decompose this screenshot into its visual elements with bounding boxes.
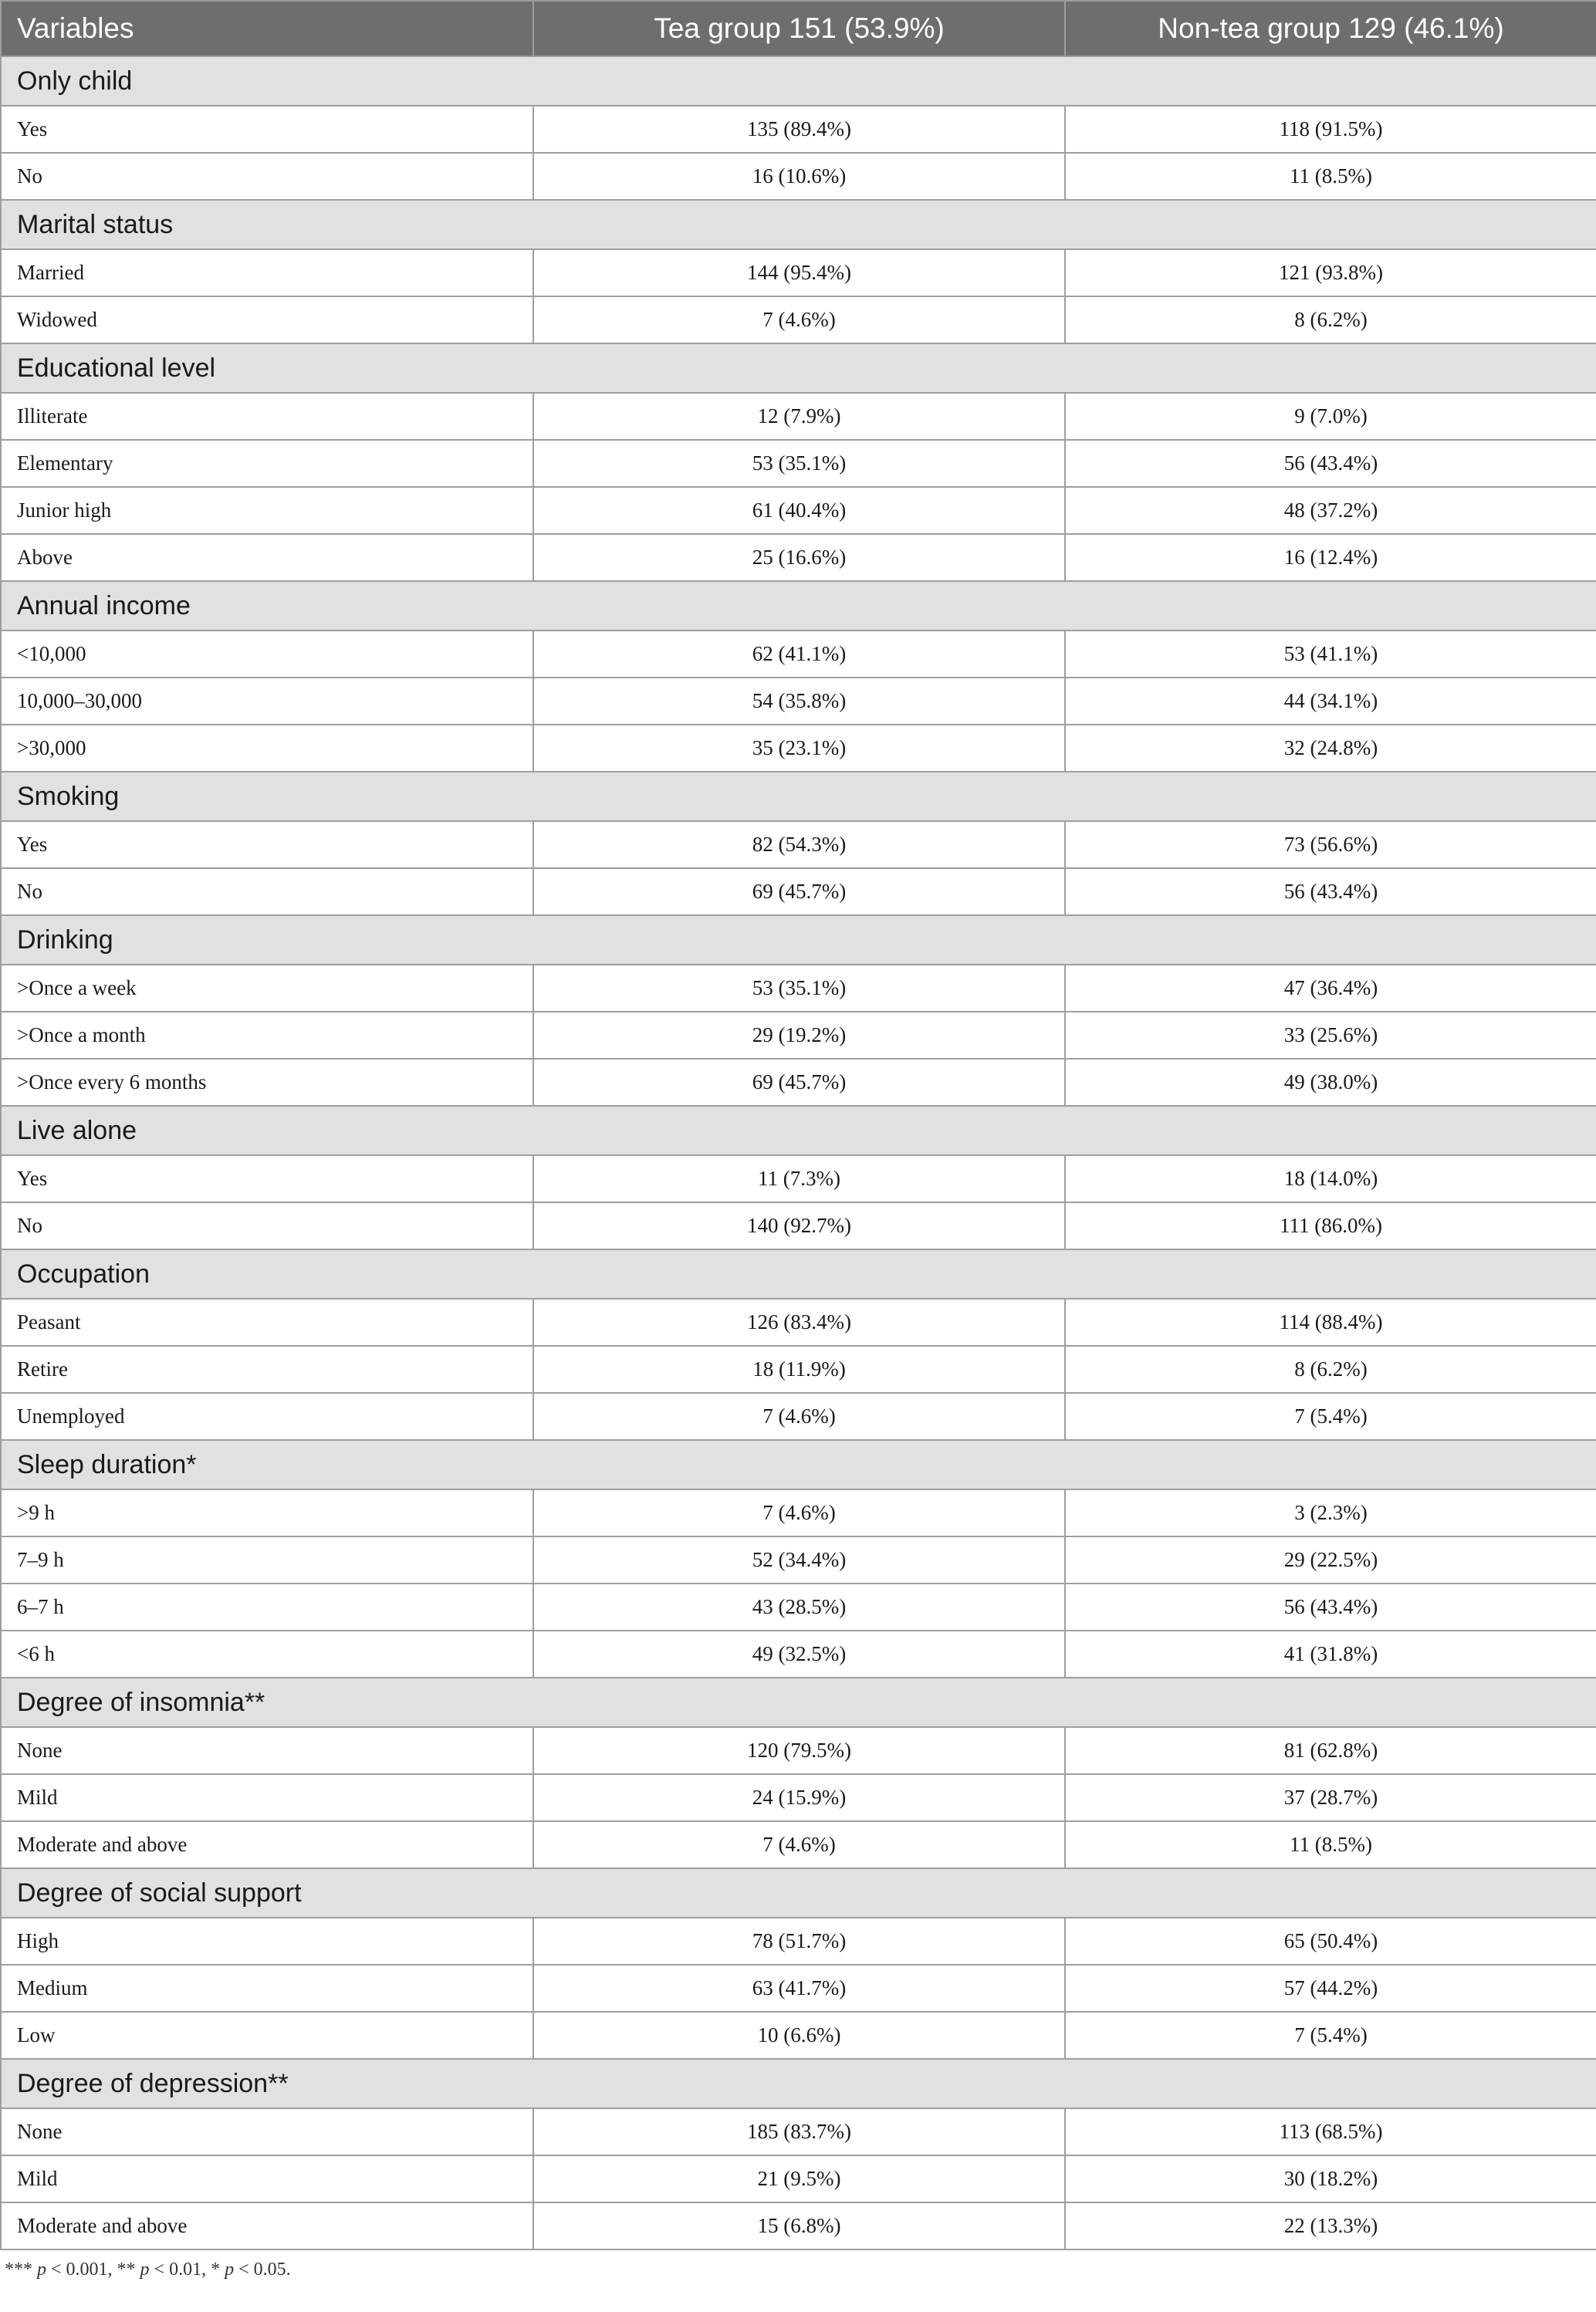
non-tea-group-value: 16 (12.4%) xyxy=(1065,534,1596,581)
non-tea-group-value: 18 (14.0%) xyxy=(1065,1155,1596,1202)
row-label: Elementary xyxy=(1,440,533,487)
row-label: Retire xyxy=(1,1346,533,1393)
table-row xyxy=(1,725,1596,772)
header-variables: Variables xyxy=(1,1,533,56)
row-label: >Once a month xyxy=(1,1012,533,1059)
row-label: No xyxy=(1,153,533,200)
tea-group-value: 10 (6.6%) xyxy=(533,2012,1065,2059)
section-row xyxy=(1,56,1596,106)
tea-group-value: 144 (95.4%) xyxy=(533,249,1065,296)
non-tea-group-value: 48 (37.2%) xyxy=(1065,487,1596,534)
row-label: Junior high xyxy=(1,487,533,534)
table-row xyxy=(1,1393,1596,1440)
footnote xyxy=(5,2260,1596,2280)
section-title: Sleep duration* xyxy=(1,1440,1596,1489)
section-row xyxy=(1,343,1596,393)
tea-group-value: 7 (4.6%) xyxy=(533,1489,1065,1536)
tea-group-value: 29 (19.2%) xyxy=(533,1012,1065,1059)
tea-group-value: 24 (15.9%) xyxy=(533,1774,1065,1821)
row-label: Above xyxy=(1,534,533,581)
table-row xyxy=(1,1727,1596,1774)
table-row xyxy=(1,1584,1596,1631)
non-tea-group-value: 22 (13.3%) xyxy=(1065,2202,1596,2249)
header-tea-group: Tea group 151 (53.9%) xyxy=(533,1,1065,56)
non-tea-group-value: 9 (7.0%) xyxy=(1065,393,1596,440)
table-row xyxy=(1,1202,1596,1249)
table-row xyxy=(1,1155,1596,1202)
tea-group-value: 185 (83.7%) xyxy=(533,2108,1065,2155)
tea-group-value: 140 (92.7%) xyxy=(533,1202,1065,1249)
tea-group-value: 12 (7.9%) xyxy=(533,393,1065,440)
tea-group-value: 16 (10.6%) xyxy=(533,153,1065,200)
section-title: Smoking xyxy=(1,772,1596,821)
row-label: >30,000 xyxy=(1,725,533,772)
tea-group-value: 62 (41.1%) xyxy=(533,630,1065,678)
table-row xyxy=(1,1631,1596,1678)
section-row xyxy=(1,915,1596,965)
tea-group-value: 63 (41.7%) xyxy=(533,1965,1065,2012)
section-row xyxy=(1,1678,1596,1727)
non-tea-group-value: 53 (41.1%) xyxy=(1065,630,1596,678)
row-label: >9 h xyxy=(1,1489,533,1536)
footnote-part: < 0.001, ** xyxy=(46,2260,140,2280)
row-label: 7–9 h xyxy=(1,1536,533,1584)
non-tea-group-value: 118 (91.5%) xyxy=(1065,106,1596,153)
table-row xyxy=(1,1012,1596,1059)
row-label: 6–7 h xyxy=(1,1584,533,1631)
section-title: Educational level xyxy=(1,343,1596,393)
non-tea-group-value: 8 (6.2%) xyxy=(1065,1346,1596,1393)
footnote-p-symbol: p xyxy=(225,2260,235,2280)
row-label: No xyxy=(1,1202,533,1249)
row-label: Moderate and above xyxy=(1,2202,533,2249)
non-tea-group-value: 73 (56.6%) xyxy=(1065,821,1596,868)
tea-group-value: 78 (51.7%) xyxy=(533,1918,1065,1965)
footnote-part: < 0.05. xyxy=(234,2260,291,2280)
table-row xyxy=(1,821,1596,868)
section-title: Only child xyxy=(1,56,1596,106)
tea-group-value: 21 (9.5%) xyxy=(533,2155,1065,2202)
non-tea-group-value: 56 (43.4%) xyxy=(1065,440,1596,487)
row-label: >Once a week xyxy=(1,965,533,1012)
section-row xyxy=(1,1249,1596,1299)
tea-group-value: 43 (28.5%) xyxy=(533,1584,1065,1631)
row-label: None xyxy=(1,2108,533,2155)
non-tea-group-value: 8 (6.2%) xyxy=(1065,296,1596,343)
section-title: Degree of depression** xyxy=(1,2059,1596,2108)
row-label: Low xyxy=(1,2012,533,2059)
non-tea-group-value: 111 (86.0%) xyxy=(1065,1202,1596,1249)
row-label: None xyxy=(1,1727,533,1774)
section-row xyxy=(1,1440,1596,1489)
section-title: Annual income xyxy=(1,581,1596,630)
non-tea-group-value: 37 (28.7%) xyxy=(1065,1774,1596,1821)
table-row xyxy=(1,393,1596,440)
row-label: Yes xyxy=(1,821,533,868)
row-label: Widowed xyxy=(1,296,533,343)
section-title: Degree of insomnia** xyxy=(1,1678,1596,1727)
row-label: Unemployed xyxy=(1,1393,533,1440)
tea-group-value: 53 (35.1%) xyxy=(533,965,1065,1012)
table-row xyxy=(1,630,1596,678)
section-title: Occupation xyxy=(1,1249,1596,1299)
section-title: Drinking xyxy=(1,915,1596,965)
footnote-p-symbol: p xyxy=(37,2260,46,2280)
row-label: >Once every 6 months xyxy=(1,1059,533,1106)
table-row xyxy=(1,440,1596,487)
tea-group-value: 53 (35.1%) xyxy=(533,440,1065,487)
tea-group-value: 61 (40.4%) xyxy=(533,487,1065,534)
row-label: Married xyxy=(1,249,533,296)
non-tea-group-value: 29 (22.5%) xyxy=(1065,1536,1596,1584)
header-row xyxy=(1,1,1596,56)
section-row xyxy=(1,2059,1596,2108)
non-tea-group-value: 11 (8.5%) xyxy=(1065,153,1596,200)
tea-group-value: 49 (32.5%) xyxy=(533,1631,1065,1678)
non-tea-group-value: 3 (2.3%) xyxy=(1065,1489,1596,1536)
non-tea-group-value: 7 (5.4%) xyxy=(1065,2012,1596,2059)
tea-group-value: 25 (16.6%) xyxy=(533,534,1065,581)
non-tea-group-value: 121 (93.8%) xyxy=(1065,249,1596,296)
table-row xyxy=(1,153,1596,200)
non-tea-group-value: 11 (8.5%) xyxy=(1065,1821,1596,1868)
tea-group-value: 54 (35.8%) xyxy=(533,678,1065,725)
non-tea-group-value: 57 (44.2%) xyxy=(1065,1965,1596,2012)
row-label: Yes xyxy=(1,106,533,153)
tea-group-value: 126 (83.4%) xyxy=(533,1299,1065,1346)
table-row xyxy=(1,965,1596,1012)
tea-group-value: 69 (45.7%) xyxy=(533,1059,1065,1106)
table-row xyxy=(1,868,1596,915)
table-row xyxy=(1,1965,1596,2012)
table-row xyxy=(1,1346,1596,1393)
section-row xyxy=(1,581,1596,630)
row-label: 10,000–30,000 xyxy=(1,678,533,725)
tea-group-value: 11 (7.3%) xyxy=(533,1155,1065,1202)
table-row xyxy=(1,678,1596,725)
section-row xyxy=(1,772,1596,821)
table-row xyxy=(1,2108,1596,2155)
section-title: Live alone xyxy=(1,1106,1596,1155)
table-row xyxy=(1,2202,1596,2249)
table-row xyxy=(1,2012,1596,2059)
tea-group-value: 82 (54.3%) xyxy=(533,821,1065,868)
non-tea-group-value: 41 (31.8%) xyxy=(1065,1631,1596,1678)
row-label: Illiterate xyxy=(1,393,533,440)
row-label: <10,000 xyxy=(1,630,533,678)
table-row xyxy=(1,2155,1596,2202)
section-title: Marital status xyxy=(1,200,1596,249)
non-tea-group-value: 56 (43.4%) xyxy=(1065,868,1596,915)
section-row xyxy=(1,200,1596,249)
tea-group-value: 7 (4.6%) xyxy=(533,1821,1065,1868)
non-tea-group-value: 30 (18.2%) xyxy=(1065,2155,1596,2202)
non-tea-group-value: 32 (24.8%) xyxy=(1065,725,1596,772)
footnote-p-symbol: p xyxy=(140,2260,150,2280)
non-tea-group-value: 44 (34.1%) xyxy=(1065,678,1596,725)
section-row xyxy=(1,1868,1596,1918)
table-row xyxy=(1,1774,1596,1821)
row-label: <6 h xyxy=(1,1631,533,1678)
tea-group-value: 35 (23.1%) xyxy=(533,725,1065,772)
table-row xyxy=(1,249,1596,296)
non-tea-group-value: 7 (5.4%) xyxy=(1065,1393,1596,1440)
row-label: Yes xyxy=(1,1155,533,1202)
tea-group-value: 52 (34.4%) xyxy=(533,1536,1065,1584)
non-tea-group-value: 81 (62.8%) xyxy=(1065,1727,1596,1774)
section-title: Degree of social support xyxy=(1,1868,1596,1918)
table-row xyxy=(1,1821,1596,1868)
tea-group-value: 135 (89.4%) xyxy=(533,106,1065,153)
table-body xyxy=(1,56,1596,2249)
tea-group-value: 15 (6.8%) xyxy=(533,2202,1065,2249)
table-row xyxy=(1,1536,1596,1584)
non-tea-group-value: 56 (43.4%) xyxy=(1065,1584,1596,1631)
row-label: Peasant xyxy=(1,1299,533,1346)
tea-group-value: 7 (4.6%) xyxy=(533,296,1065,343)
table-header xyxy=(1,1,1596,56)
table-row xyxy=(1,1299,1596,1346)
footnote-part: < 0.01, * xyxy=(149,2260,225,2280)
non-tea-group-value: 113 (68.5%) xyxy=(1065,2108,1596,2155)
footnote-part: *** xyxy=(5,2260,37,2280)
table-row xyxy=(1,1489,1596,1536)
tea-group-value: 7 (4.6%) xyxy=(533,1393,1065,1440)
row-label: High xyxy=(1,1918,533,1965)
tea-group-value: 69 (45.7%) xyxy=(533,868,1065,915)
row-label: Mild xyxy=(1,2155,533,2202)
non-tea-group-value: 65 (50.4%) xyxy=(1065,1918,1596,1965)
tea-group-value: 18 (11.9%) xyxy=(533,1346,1065,1393)
header-non-tea-group: Non-tea group 129 (46.1%) xyxy=(1065,1,1596,56)
non-tea-group-value: 33 (25.6%) xyxy=(1065,1012,1596,1059)
section-row xyxy=(1,1106,1596,1155)
non-tea-group-value: 114 (88.4%) xyxy=(1065,1299,1596,1346)
table-row xyxy=(1,296,1596,343)
table-row xyxy=(1,534,1596,581)
tea-group-value: 120 (79.5%) xyxy=(533,1727,1065,1774)
row-label: No xyxy=(1,868,533,915)
table-row xyxy=(1,1918,1596,1965)
table-row xyxy=(1,487,1596,534)
non-tea-group-value: 49 (38.0%) xyxy=(1065,1059,1596,1106)
row-label: Medium xyxy=(1,1965,533,2012)
table-row xyxy=(1,106,1596,153)
non-tea-group-value: 47 (36.4%) xyxy=(1065,965,1596,1012)
row-label: Mild xyxy=(1,1774,533,1821)
row-label: Moderate and above xyxy=(1,1821,533,1868)
table-row xyxy=(1,1059,1596,1106)
